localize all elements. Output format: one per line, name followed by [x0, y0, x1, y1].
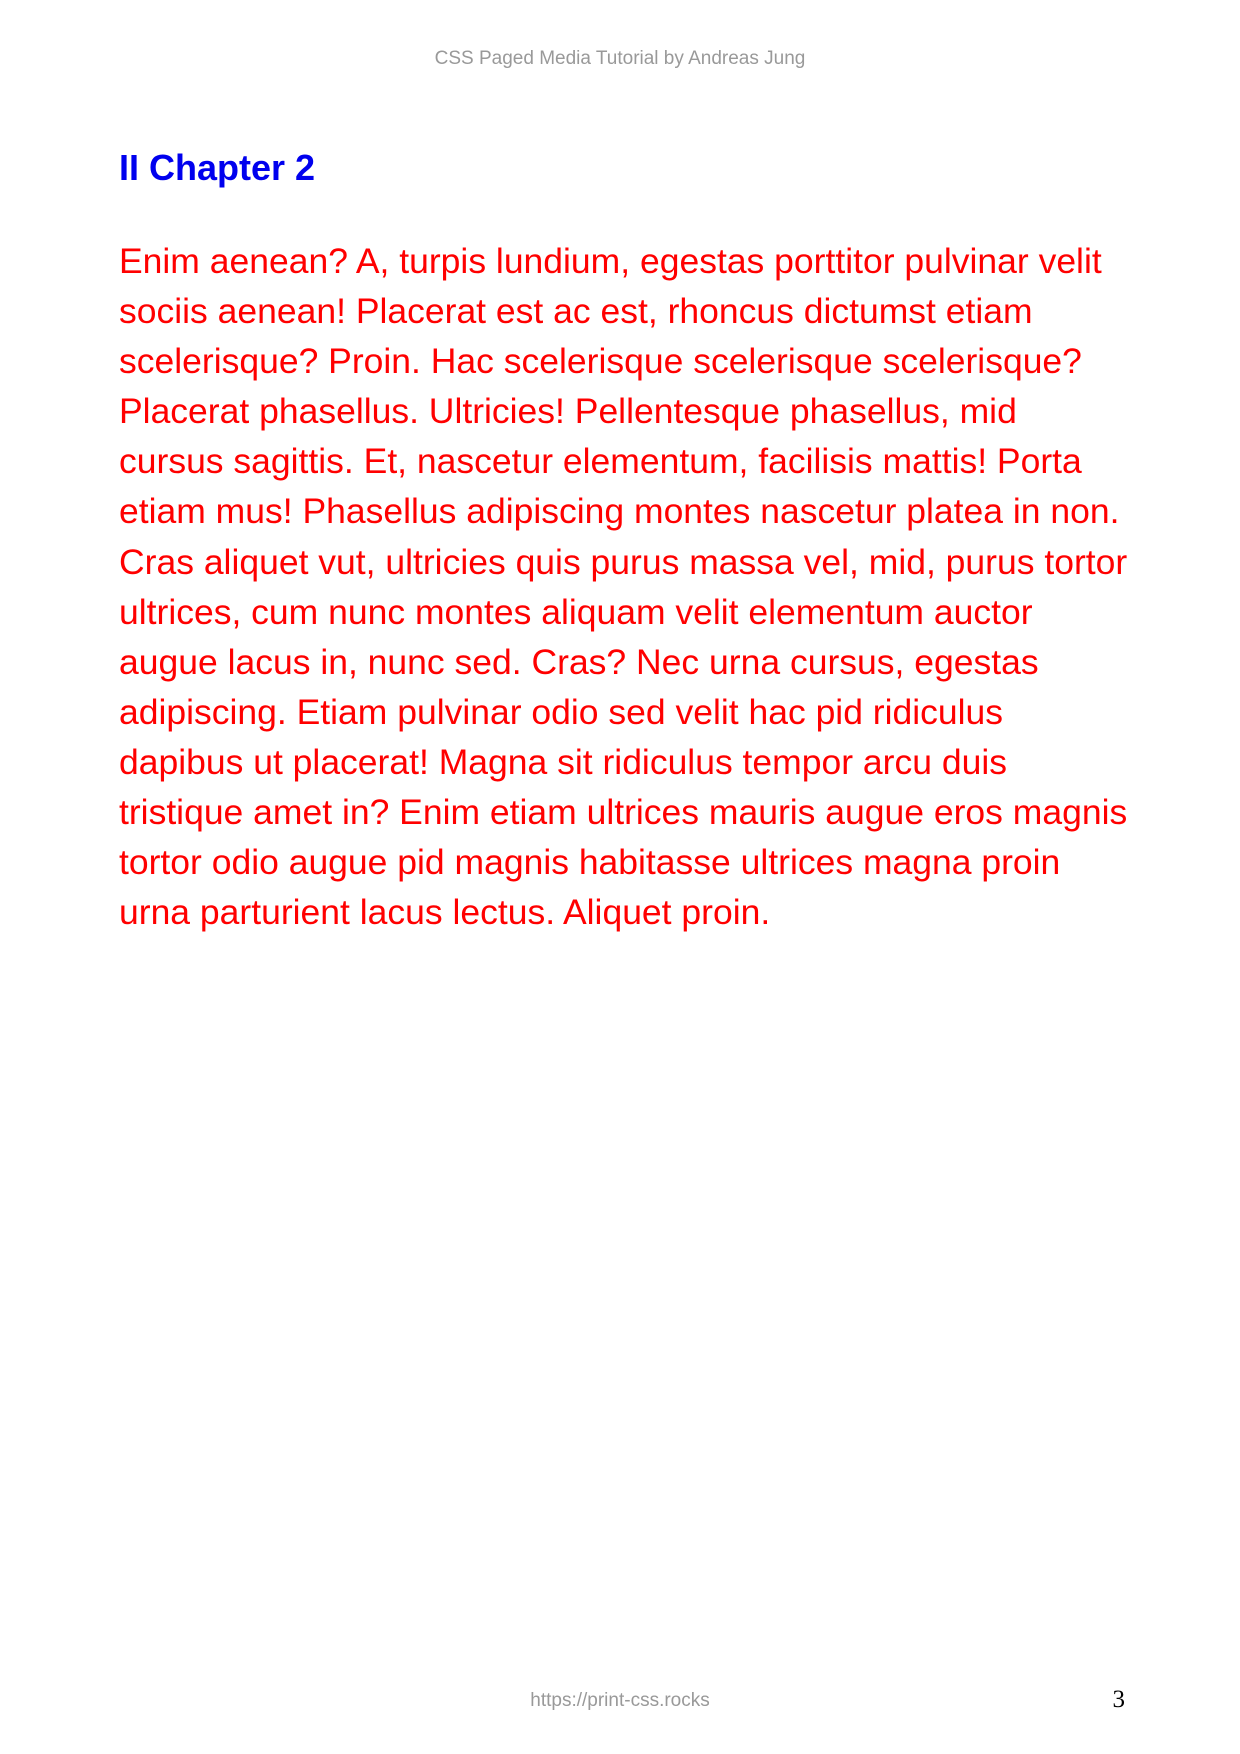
running-header: CSS Paged Media Tutorial by Andreas Jung: [434, 48, 806, 69]
page-number: 3: [1112, 1686, 1125, 1713]
chapter-title: II Chapter 2: [119, 147, 316, 188]
chapter-body-text: Enim aenean? A, turpis lundium, egestas porttitor pulvinar velit sociis aenean! Placerat est ac est, rhoncus dictumst etiam scelerisque? Proin. Hac scelerisque scelerisque scelerisque? Placerat phasellus. Ultricies! Pellentesque phasellus, mid cursus sagittis. Et, nascetur elementum, facilisis mattis! Porta etiam mus! Phasellus adipiscing montes nascetur platea in non. Cras aliquet vut, ultricies quis purus massa vel, mid, purus tortor ultrices, cum nunc montes aliquam velit elementum auctor augue lacus in, nunc sed. Cras? Nec urna cursus, egestas adipiscing. Etiam pulvinar odio sed velit hac pid ridiculus dapibus ut placerat! Magna sit ridiculus tempor arcu duis tristique amet in? Enim etiam ultrices mauris augue eros magnis tortor odio augue pid magnis habitasse ultrices magna proin urna parturient lacus lectus. Aliquet proin.: [119, 241, 1128, 933]
footer-url: https://print-css.rocks: [530, 1690, 710, 1711]
